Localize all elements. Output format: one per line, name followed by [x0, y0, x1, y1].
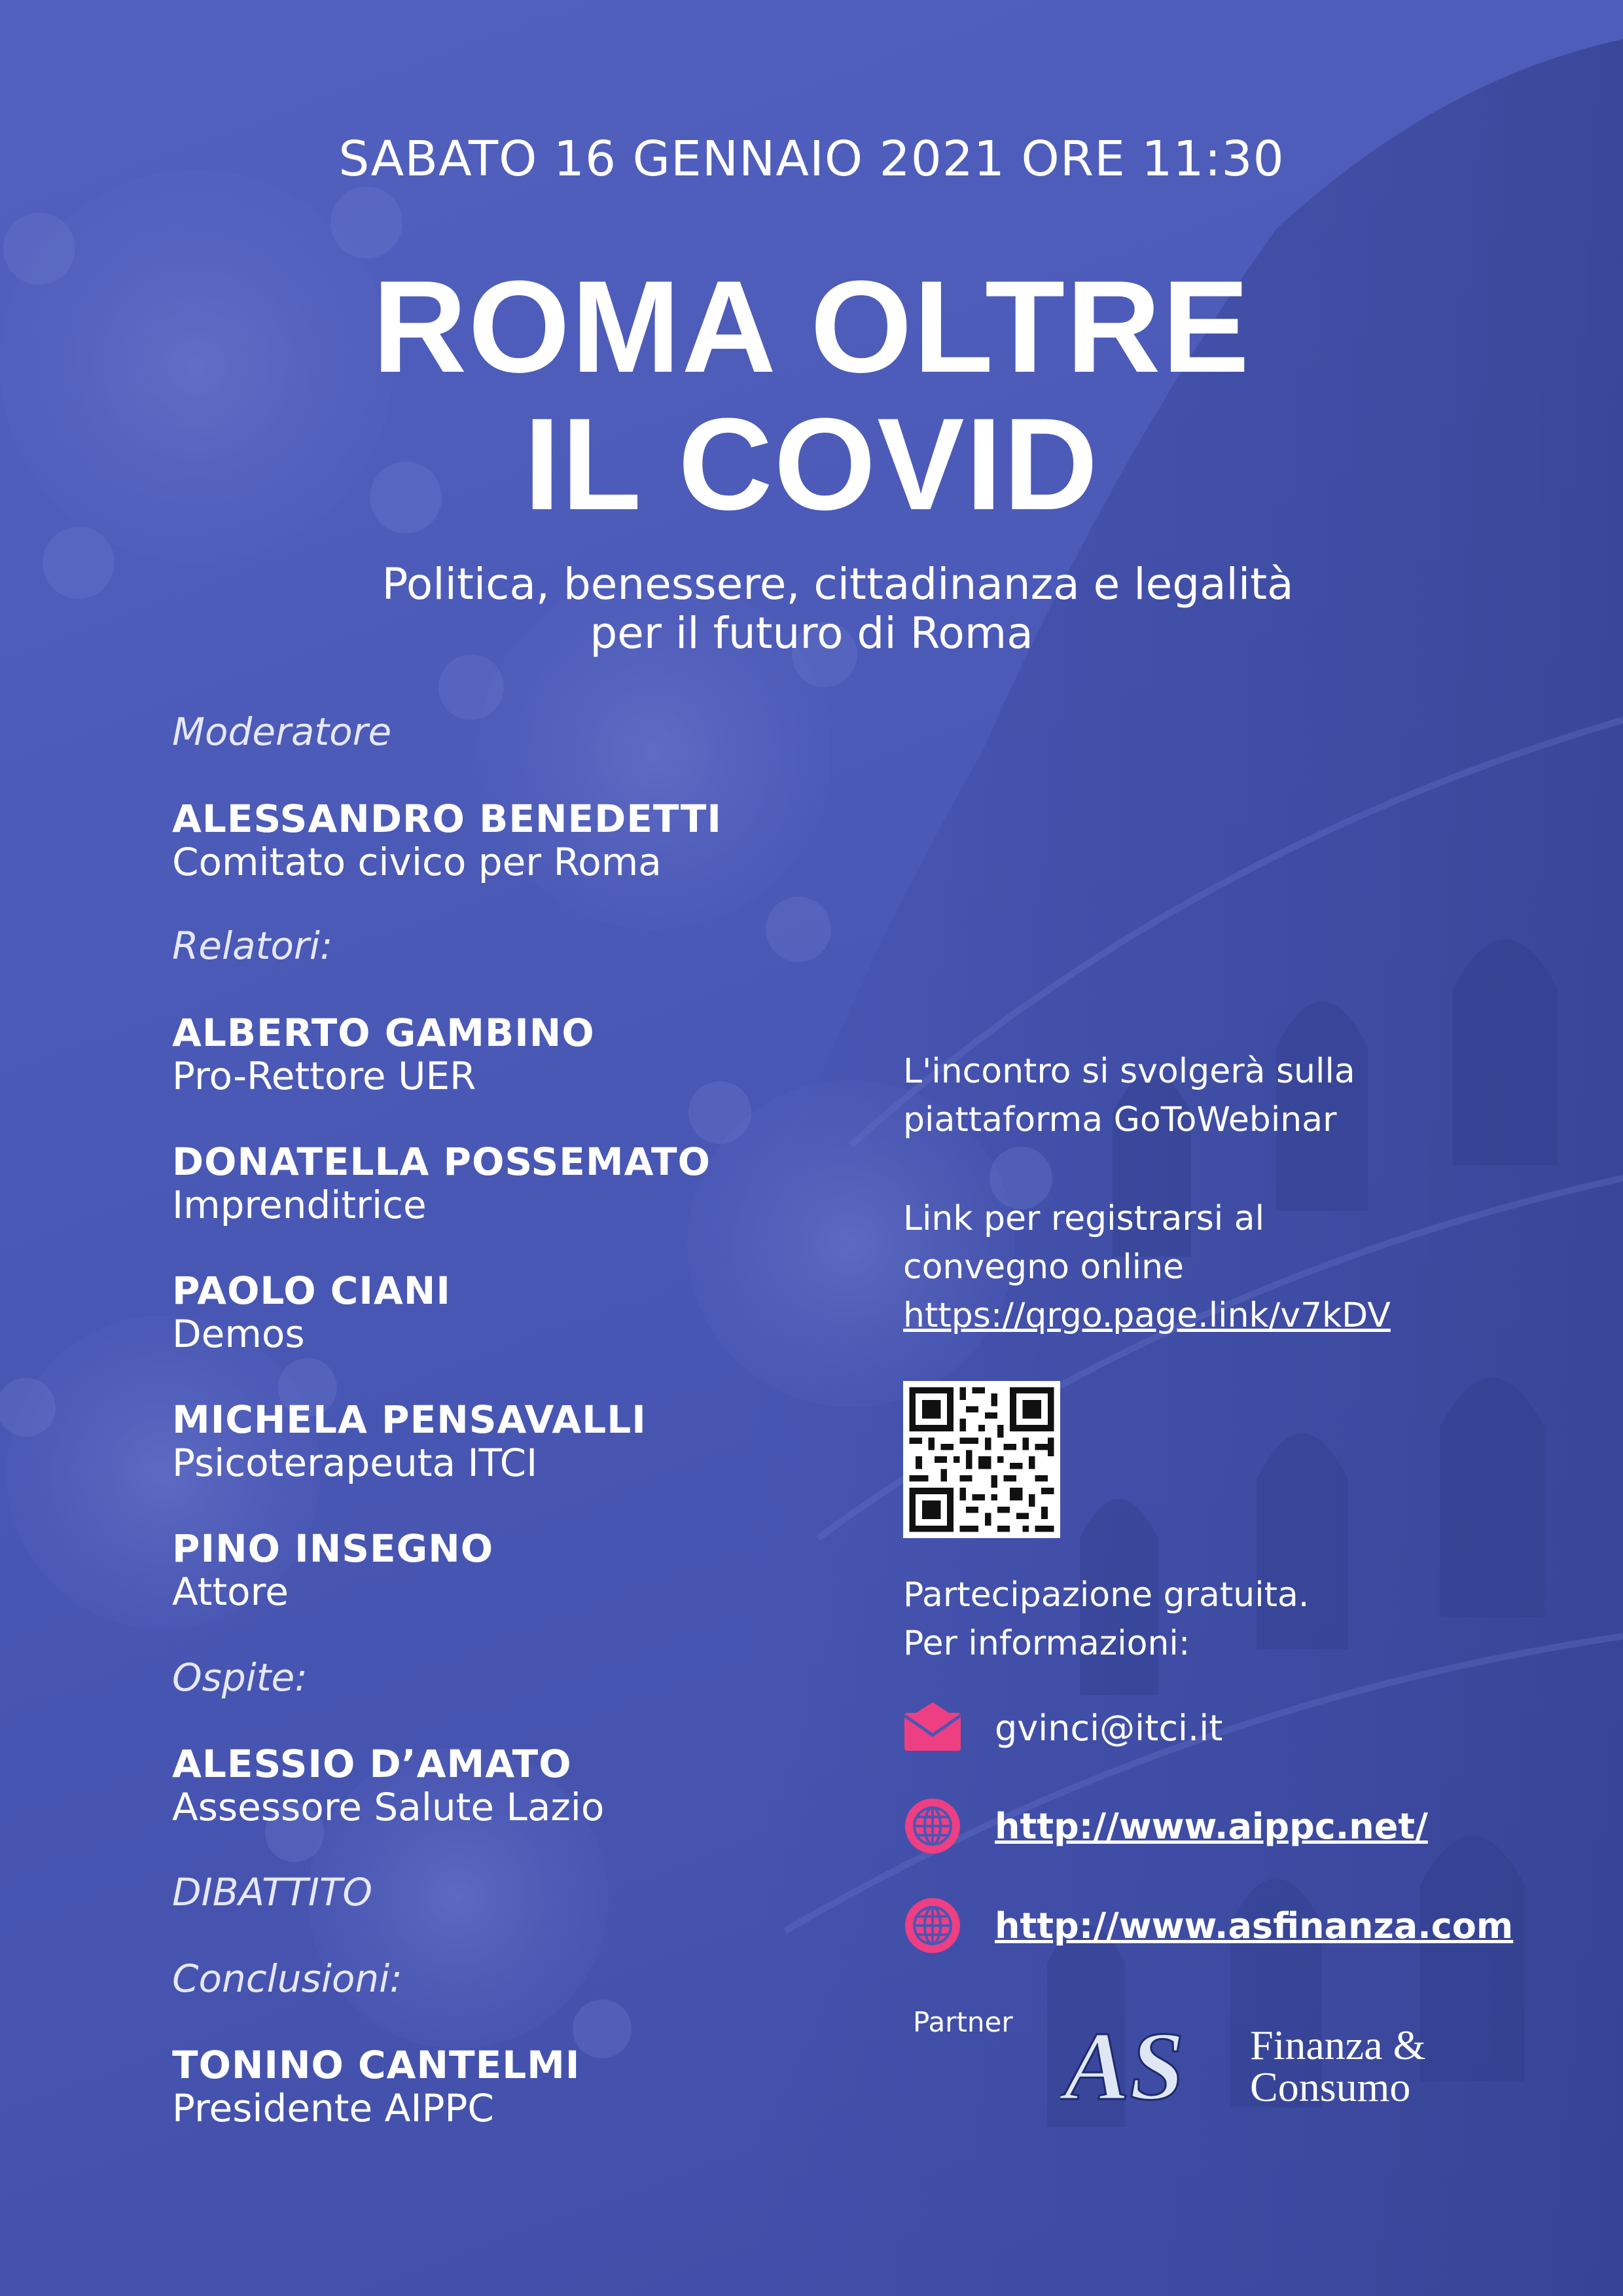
register-link[interactable]: https://qrgo.page.link/v7kDV: [903, 1296, 1391, 1335]
register-line-1: Link per registrarsi al: [903, 1199, 1265, 1238]
partner-label: Partner: [913, 2006, 1013, 2038]
website-link[interactable]: http://www.asfinanza.com: [995, 1905, 1514, 1946]
guest-role: Assessore Salute Lazio: [172, 1785, 605, 1829]
subtitle-line-2: per il futuro di Roma: [590, 608, 1033, 658]
platform-line-2: piattaforma GoToWebinar: [903, 1100, 1337, 1139]
qr-code-icon[interactable]: [903, 1381, 1060, 1538]
envelope-icon: [903, 1698, 962, 1757]
event-date: SABATO 16 GENNAIO 2021 ORE 11:30: [338, 131, 1285, 187]
speaker-name: PINO INSEGNO: [172, 1526, 494, 1571]
guest-name: ALESSIO D’AMATO: [172, 1742, 572, 1786]
website-link[interactable]: http://www.aippc.net/: [995, 1805, 1428, 1847]
as-finanza-logo: [1060, 2013, 1250, 2117]
globe-icon: [903, 1896, 962, 1955]
logo-line-2: Consumo: [1250, 2064, 1411, 2110]
speaker-name: DONATELLA POSSEMATO: [172, 1139, 711, 1184]
email-address[interactable]: gvinci@itci.it: [995, 1707, 1223, 1749]
conclusions-role: Presidente AIPPC: [172, 2086, 494, 2130]
email-row[interactable]: [903, 1698, 1222, 1757]
speaker-name: MICHELA PENSAVALLI: [172, 1397, 647, 1442]
subtitle-line-1: Politica, benessere, cittadinanza e legalità: [382, 559, 1294, 609]
speaker-name: ALBERTO GAMBINO: [172, 1011, 595, 1055]
conclusions-label: Conclusioni:: [172, 1956, 402, 2001]
title-line-1: ROMA OLTRE: [372, 254, 1251, 400]
platform-line-1: L'incontro si svolgerà sulla: [903, 1052, 1355, 1091]
moderator-name: ALESSANDRO BENEDETTI: [172, 797, 722, 841]
guest-label: Ospite:: [172, 1655, 308, 1700]
speakers-label: Relatori:: [172, 924, 333, 968]
logo-monogram: AS: [1064, 2013, 1185, 2117]
speaker-role: Demos: [172, 1312, 305, 1356]
logo-line-1: Finanza &: [1250, 2022, 1426, 2068]
globe-icon: [903, 1797, 962, 1856]
website-row[interactable]: [903, 1797, 1428, 1856]
title-line-2: IL COVID: [524, 391, 1099, 537]
speaker-role: Attore: [172, 1570, 289, 1614]
moderator-role: Comitato civico per Roma: [172, 840, 662, 884]
free-participation: Partecipazione gratuita.: [903, 1575, 1310, 1615]
register-line-2: convegno online: [903, 1247, 1185, 1287]
speaker-role: Psicoterapeuta ITCI: [172, 1441, 538, 1485]
speaker-role: Pro-Rettore UER: [172, 1054, 476, 1098]
partner-logo[interactable]: [1060, 2013, 1466, 2117]
website-row[interactable]: [903, 1896, 1513, 1955]
conclusions-name: TONINO CANTELMI: [172, 2043, 580, 2087]
debate-label: DIBATTITO: [172, 1870, 373, 1914]
speaker-name: PAOLO CIANI: [172, 1268, 451, 1313]
info-label: Per informazioni:: [903, 1624, 1190, 1663]
speaker-role: Imprenditrice: [172, 1183, 427, 1227]
moderator-label: Moderatore: [172, 709, 392, 754]
